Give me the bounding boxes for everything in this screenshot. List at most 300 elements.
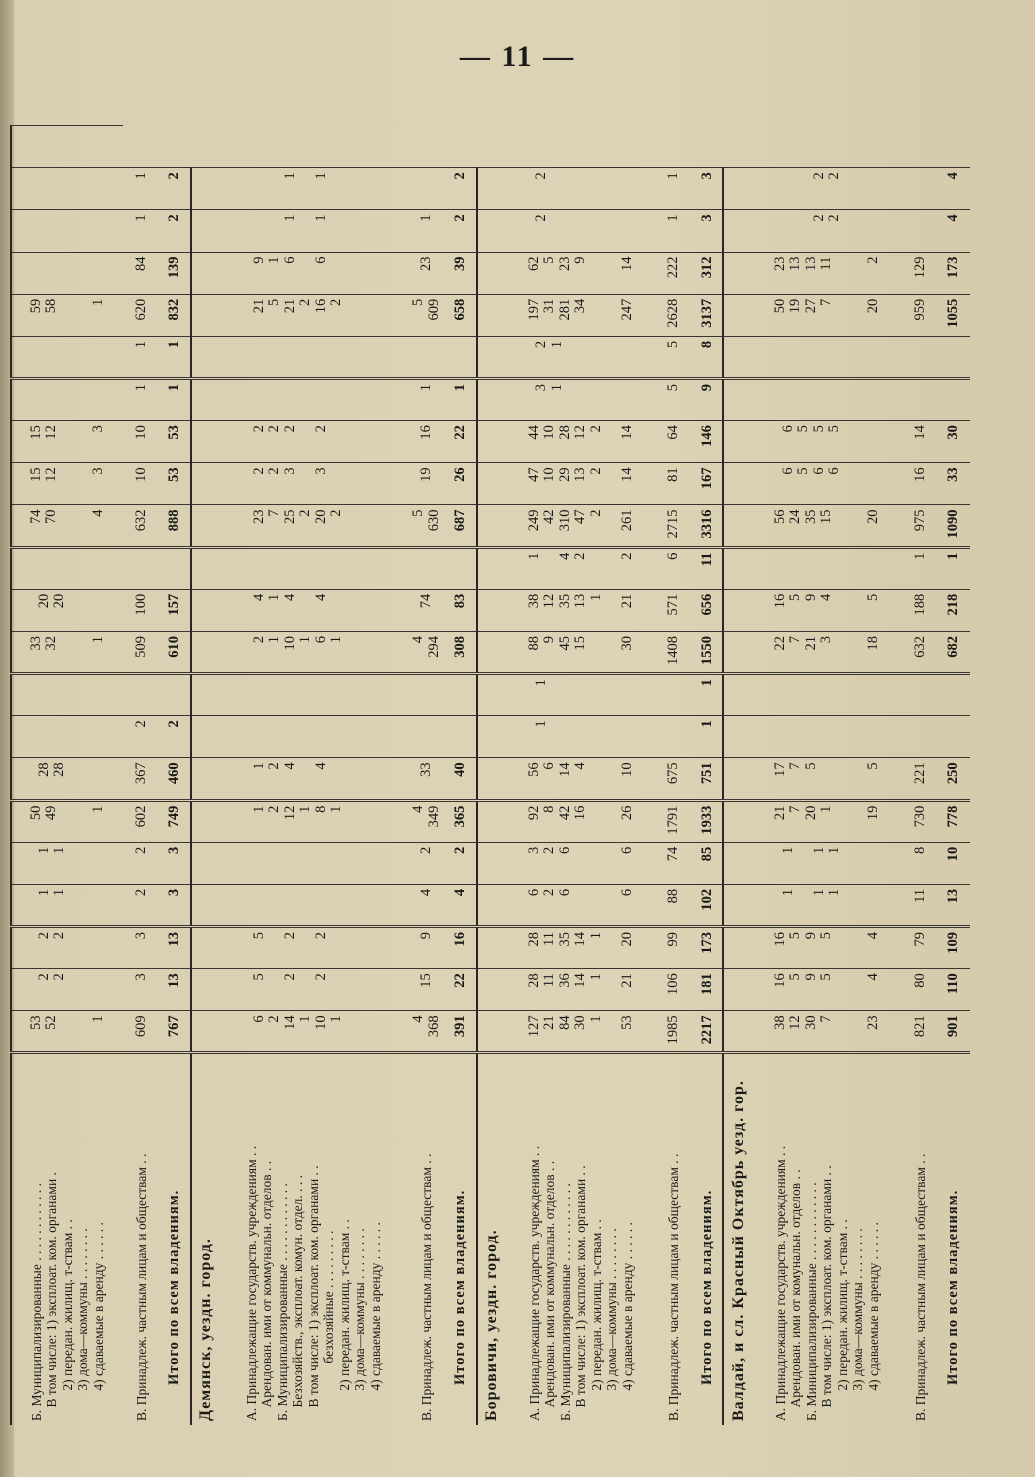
table-cell: 15 12 3	[11, 463, 123, 505]
table-cell: 15	[408, 969, 446, 1011]
table-cell: 656	[692, 589, 723, 631]
table-cell: 23 7 25 2 20 2	[219, 505, 407, 547]
section-heading-row	[723, 126, 752, 1426]
table-cell: 16 5 9 5 4	[752, 927, 902, 969]
table-cell	[123, 674, 159, 716]
table-cell: 157	[159, 589, 190, 631]
table-cell	[408, 336, 446, 378]
table-cell: 10	[123, 421, 159, 463]
table-cell: 62 5 23 9 14	[506, 252, 656, 294]
table-cell: 6 5 6 6	[752, 463, 902, 505]
table-cell: 106	[656, 969, 692, 1011]
table-cell: 6 5 5 5	[752, 421, 902, 463]
table-cell: 139	[159, 252, 190, 294]
table-cell: 1550	[692, 631, 723, 673]
table-cell: 312	[692, 252, 723, 294]
table-cell: 2 2	[11, 927, 123, 969]
table-cell: 40	[446, 758, 477, 800]
table-cell: 751	[692, 758, 723, 800]
table-cell	[477, 884, 506, 926]
table-row	[123, 126, 159, 1426]
table-cell	[752, 379, 902, 421]
table-cell	[191, 969, 220, 1011]
table-cell: 56 24 35 15 20	[752, 505, 902, 547]
table-cell: 11	[692, 547, 723, 589]
table-cell: 5 609	[408, 294, 446, 336]
table-cell: 1	[938, 547, 970, 589]
table-cell: 2217	[692, 1011, 723, 1053]
table-cell	[477, 969, 506, 1011]
table-cell: 249 42 310 47 2 261	[506, 505, 656, 547]
table-cell: 53 52 1	[11, 1011, 123, 1053]
table-cell: 1	[123, 210, 159, 252]
table-cell: 13	[159, 927, 190, 969]
table-cell: 2	[159, 210, 190, 252]
table-cell: 6 2 6 6	[506, 884, 656, 926]
table-cell	[219, 336, 407, 378]
table-cell	[191, 336, 220, 378]
table-cell: 28 28	[11, 758, 123, 800]
table-cell	[902, 168, 938, 210]
table-row	[408, 126, 446, 1426]
table-cell: 28 11 36 14 1 21	[506, 969, 656, 1011]
table-cell: 5 2 2	[219, 927, 407, 969]
table-cell: 3 1	[506, 379, 656, 421]
table-cell: 99	[656, 927, 692, 969]
section-title: Боровичи, уездн. город.	[477, 1053, 506, 1425]
table-cell: 2	[446, 842, 477, 884]
table-cell	[191, 674, 220, 716]
table-cell	[723, 379, 752, 421]
table-cell: 181	[692, 969, 723, 1011]
table-cell: 22 7 21 3 18	[752, 631, 902, 673]
table-cell	[477, 463, 506, 505]
table-cell: 11	[902, 884, 938, 926]
table-cell	[752, 716, 902, 758]
table-cell: 391	[446, 1011, 477, 1053]
table-cell: 88	[656, 884, 692, 926]
table-cell	[723, 674, 752, 716]
table-cell: 15 12 3	[11, 421, 123, 463]
table-cell: 8	[692, 336, 723, 378]
table-cell	[191, 842, 220, 884]
table-cell: 1933	[692, 800, 723, 842]
table-cell: 102	[692, 884, 723, 926]
table-cell: 2 1 10 1 6 1	[219, 631, 407, 673]
table-cell: 53	[159, 421, 190, 463]
table-cell	[191, 252, 220, 294]
table-cell: 28 11 35 14 1 20	[506, 927, 656, 969]
table-cell: 1	[506, 716, 656, 758]
table-cell: 222	[656, 252, 692, 294]
table-cell	[11, 252, 123, 294]
table-cell	[723, 969, 752, 1011]
table-cell: 1	[408, 379, 446, 421]
total-row	[446, 126, 477, 1426]
table-cell: 832	[159, 294, 190, 336]
table-cell	[477, 336, 506, 378]
row-label: В. Принадлеж. частным лицам и обществам . .	[902, 1053, 938, 1425]
table-cell	[723, 421, 752, 463]
table-cell: 1	[123, 336, 159, 378]
table-cell: 74	[408, 589, 446, 631]
row-label: Итого по всем владениям.	[159, 1053, 190, 1425]
table-cell	[752, 336, 902, 378]
table-cell	[938, 674, 970, 716]
table-cell	[219, 379, 407, 421]
table-cell	[723, 252, 752, 294]
table-cell: 21 7 20 1 19	[752, 800, 902, 842]
table-cell: 129	[902, 252, 938, 294]
section-title: Демянск, уездн. город.	[191, 1053, 220, 1425]
table-cell: 84	[123, 252, 159, 294]
table-cell	[477, 421, 506, 463]
table-cell: 110	[938, 969, 970, 1011]
table-cell	[408, 168, 446, 210]
table-cell: 9	[692, 379, 723, 421]
table-cell: 1	[656, 210, 692, 252]
table-cell: 33 32 1	[11, 631, 123, 673]
table-cell: 2 2	[752, 210, 902, 252]
table-cell	[723, 1011, 752, 1053]
table-cell	[219, 884, 407, 926]
table-cell: 959	[902, 294, 938, 336]
table-cell: 39	[446, 252, 477, 294]
table-cell: 5	[656, 336, 692, 378]
table-cell: 2	[506, 168, 656, 210]
table-cell	[723, 505, 752, 547]
table-cell: 4 294	[408, 631, 446, 673]
table-cell	[938, 379, 970, 421]
table-cell: 3	[692, 168, 723, 210]
table-cell	[446, 336, 477, 378]
table-cell: 16	[446, 927, 477, 969]
table-cell: 1055	[938, 294, 970, 336]
table-cell: 2	[446, 168, 477, 210]
table-cell: 64	[656, 421, 692, 463]
table-cell: 3	[159, 884, 190, 926]
total-row	[938, 126, 970, 1426]
table-cell	[902, 210, 938, 252]
table-cell	[752, 674, 902, 716]
table-cell	[723, 631, 752, 673]
table-cell	[219, 716, 407, 758]
table-cell: 16	[408, 421, 446, 463]
table-cell: 23	[408, 252, 446, 294]
table-cell	[723, 758, 752, 800]
table-cell	[219, 674, 407, 716]
table-cell: 3137	[692, 294, 723, 336]
table-cell	[902, 716, 938, 758]
table-cell: 1	[408, 210, 446, 252]
table-cell: 85	[692, 842, 723, 884]
table-cell	[11, 674, 123, 716]
table-row	[11, 126, 123, 1426]
table-cell	[477, 674, 506, 716]
table-cell: 30	[938, 421, 970, 463]
table-cell	[656, 674, 692, 716]
table-cell: 146	[692, 421, 723, 463]
table-cell	[191, 884, 220, 926]
table-cell: 1408	[656, 631, 692, 673]
table-cell: 602	[123, 800, 159, 842]
table-cell	[446, 674, 477, 716]
table-cell: 38 12 35 13 1 21	[506, 589, 656, 631]
table-cell: 888	[159, 505, 190, 547]
total-row	[692, 126, 723, 1426]
table-cell	[159, 547, 190, 589]
table-cell	[191, 589, 220, 631]
table-cell: 173	[692, 927, 723, 969]
table-cell: 1	[692, 674, 723, 716]
table-cell: 1	[902, 547, 938, 589]
table-cell: 3	[159, 842, 190, 884]
table-cell: 1 4 2 2	[506, 547, 656, 589]
table-cell	[191, 210, 220, 252]
table-cell	[219, 842, 407, 884]
table-cell	[723, 927, 752, 969]
table-cell: 620	[123, 294, 159, 336]
table-cell	[477, 927, 506, 969]
section-title: Валдай, и сл. Красный Октябрь уезд. гор.	[723, 1053, 752, 1425]
table-cell: 16 5 9 4 5	[752, 589, 902, 631]
table-cell: 632	[123, 505, 159, 547]
table-cell: 1 2 4 4	[219, 758, 407, 800]
table-cell	[477, 168, 506, 210]
table-cell	[123, 547, 159, 589]
table-cell	[11, 716, 123, 758]
table-cell: 901	[938, 1011, 970, 1053]
row-label: А. Принадлежащие государств. учреждениям . . Арендован. ими от коммунальн. отделов . . Б. Муниципализированные . . . . . . . . . . . . В том числе: 1) эксплоат. ком. органами . . 2) передан. жилищ. т-ствам . . 3) дома—коммуны . . . . . . . . 4) сдаваемые в аренду . . . . . .	[506, 1053, 656, 1425]
table-cell: 365	[446, 800, 477, 842]
table-cell: 218	[938, 589, 970, 631]
table-cell: 4	[408, 884, 446, 926]
table-cell: 2	[123, 884, 159, 926]
table-cell	[477, 716, 506, 758]
table-cell: 2	[159, 716, 190, 758]
row-label: В. Принадлеж. частным лицам и обществам . .	[123, 1053, 159, 1425]
table-cell: 81	[656, 463, 692, 505]
table-cell	[723, 800, 752, 842]
row-label: А. Принадлежащие государств. учреждениям . . Арендован. ими от коммунальн. отделов . . Б. Муниципализированные . . . . . . . . . . . . Безхозяйств., эксплоат. комун. отдел. . . . В том числе: 1) эксплоат. ком. органами . . безхозяйные . . . . . . . . . 2) передан. жилищ. т-ствам . . 3) дома—коммуны . . . . . . . . 4) сдаваемые в аренду . . . . . .	[219, 1053, 407, 1425]
table-cell: 10	[123, 463, 159, 505]
table-cell: 5 630	[408, 505, 446, 547]
page-number: — 11 —	[459, 40, 576, 73]
statistics-table-body	[11, 126, 970, 1426]
table-cell: 3	[123, 927, 159, 969]
table-cell	[408, 547, 446, 589]
table-cell: 1	[159, 379, 190, 421]
table-cell	[477, 800, 506, 842]
table-cell	[191, 631, 220, 673]
table-cell: 3	[692, 210, 723, 252]
row-label: А. Принадлежащие государств. учреждениям . . Арендован. ими от комунальн. отделов . . Б. Миниципализированные . . . . . . . . . . . . В том числе: 1) эксплоат. ком. органами . . 2) передан. жилищ. т-ствам . . 3) дома—коммуны . . . . . . . . 4) сдаваемые в аренду . . . . . .	[752, 1053, 902, 1425]
table-cell	[902, 674, 938, 716]
table-cell: 460	[159, 758, 190, 800]
table-cell	[477, 547, 506, 589]
table-cell: 4	[446, 884, 477, 926]
table-cell	[938, 336, 970, 378]
table-cell: 33	[408, 758, 446, 800]
table-row	[902, 126, 938, 1426]
table-cell: 79	[902, 927, 938, 969]
table-cell: 100	[123, 589, 159, 631]
table-cell: 682	[938, 631, 970, 673]
table-cell: 1 1	[219, 168, 407, 210]
table-cell: 2	[159, 168, 190, 210]
table-cell: 80	[902, 969, 938, 1011]
table-cell: 14	[902, 421, 938, 463]
table-cell: 47 10 29 13 2 14	[506, 463, 656, 505]
table-cell: 658	[446, 294, 477, 336]
table-cell: 2 1	[506, 336, 656, 378]
table-cell: 730	[902, 800, 938, 842]
table-cell: 59 58 1	[11, 294, 123, 336]
table-cell: 6	[656, 547, 692, 589]
table-row	[219, 126, 407, 1426]
table-cell: 509	[123, 631, 159, 673]
table-cell: 56 6 14 4 10	[506, 758, 656, 800]
table-cell: 21 5 21 2 16 2	[219, 294, 407, 336]
table-cell: 675	[656, 758, 692, 800]
table-cell: 17 7 5 5	[752, 758, 902, 800]
table-cell	[11, 210, 123, 252]
table-cell: 13	[159, 969, 190, 1011]
table-cell: 2	[123, 842, 159, 884]
table-cell	[191, 379, 220, 421]
table-cell: 53	[159, 463, 190, 505]
table-cell	[11, 126, 123, 168]
table-cell: 5	[656, 379, 692, 421]
table-cell: 767	[159, 1011, 190, 1053]
table-cell: 50 19 27 7 20	[752, 294, 902, 336]
table-cell: 1	[446, 379, 477, 421]
table-cell	[477, 589, 506, 631]
table-cell: 221	[902, 758, 938, 800]
table-cell: 9 1 6 6	[219, 252, 407, 294]
table-cell: 4 349	[408, 800, 446, 842]
table-cell	[477, 505, 506, 547]
table-cell: 3	[123, 969, 159, 1011]
table-cell: 74 70 4	[11, 505, 123, 547]
section-heading-row	[477, 126, 506, 1426]
total-row	[159, 126, 190, 1426]
table-cell: 3316	[692, 505, 723, 547]
table-cell	[11, 336, 123, 378]
table-cell	[408, 674, 446, 716]
table-cell	[723, 884, 752, 926]
table-cell: 1985	[656, 1011, 692, 1053]
table-cell	[723, 336, 752, 378]
table-cell	[191, 800, 220, 842]
table-cell	[191, 505, 220, 547]
row-label: В. Принадлеж. частным лицам и обществам . .	[408, 1053, 446, 1425]
table-cell	[191, 463, 220, 505]
table-cell: 632	[902, 631, 938, 673]
table-cell: 10	[938, 842, 970, 884]
table-cell: 1 1 1	[752, 842, 902, 884]
table-cell	[723, 463, 752, 505]
table-cell: 975	[902, 505, 938, 547]
table-cell: 2	[408, 842, 446, 884]
table-cell: 167	[692, 463, 723, 505]
table-cell: 38 12 30 7 23	[752, 1011, 902, 1053]
table-cell	[656, 716, 692, 758]
table-cell: 1	[506, 674, 656, 716]
table-cell: 4	[938, 168, 970, 210]
table-cell: 173	[938, 252, 970, 294]
table-cell: 1 1	[11, 884, 123, 926]
table-cell	[902, 379, 938, 421]
table-cell	[191, 547, 220, 589]
table-cell: 2	[123, 716, 159, 758]
table-cell: 308	[446, 631, 477, 673]
table-cell	[191, 716, 220, 758]
table-cell	[477, 631, 506, 673]
table-cell	[446, 547, 477, 589]
table-cell: 749	[159, 800, 190, 842]
table-cell	[191, 421, 220, 463]
table-cell: 83	[446, 589, 477, 631]
row-label: Итого по всем владениям.	[446, 1053, 477, 1425]
table-cell	[191, 927, 220, 969]
table-cell: 610	[159, 631, 190, 673]
table-cell: 20 20	[11, 589, 123, 631]
table-cell: 1	[123, 379, 159, 421]
table-cell: 571	[656, 589, 692, 631]
table-cell: 22	[446, 421, 477, 463]
table-cell	[477, 842, 506, 884]
table-cell: 23 13 13 11 2	[752, 252, 902, 294]
table-cell: 50 49 1	[11, 800, 123, 842]
table-cell: 1	[692, 716, 723, 758]
row-label: Итого по всем владениям.	[938, 1053, 970, 1425]
table-cell	[477, 252, 506, 294]
table-cell: 2 2 3 3	[219, 463, 407, 505]
table-cell: 16 5 9 5 4	[752, 969, 902, 1011]
table-cell: 2 2	[752, 168, 902, 210]
table-cell	[938, 716, 970, 758]
table-cell: 2 2 2 2	[219, 421, 407, 463]
table-cell	[723, 547, 752, 589]
table-cell: 609	[123, 1011, 159, 1053]
table-cell: 6 2 14 1 10 1	[219, 1011, 407, 1053]
table-cell: 1 2 12 1 8 1	[219, 800, 407, 842]
table-cell: 197 31 281 34 247	[506, 294, 656, 336]
table-cell	[723, 168, 752, 210]
table-cell	[219, 547, 407, 589]
table-cell	[477, 294, 506, 336]
table-cell	[446, 716, 477, 758]
table-cell	[902, 336, 938, 378]
table-cell: 1	[159, 336, 190, 378]
table-cell: 250	[938, 758, 970, 800]
table-row	[506, 126, 656, 1426]
table-cell: 4 368	[408, 1011, 446, 1053]
rotated-table-container	[10, 125, 970, 1425]
table-cell: 5 2 2	[219, 969, 407, 1011]
table-cell: 2	[506, 210, 656, 252]
table-cell	[723, 589, 752, 631]
table-cell	[11, 547, 123, 589]
table-cell	[477, 758, 506, 800]
table-cell: 1791	[656, 800, 692, 842]
table-cell: 8	[902, 842, 938, 884]
table-cell: 1	[656, 168, 692, 210]
table-cell: 4 1 4 4	[219, 589, 407, 631]
table-cell	[723, 294, 752, 336]
table-cell: 4	[938, 210, 970, 252]
